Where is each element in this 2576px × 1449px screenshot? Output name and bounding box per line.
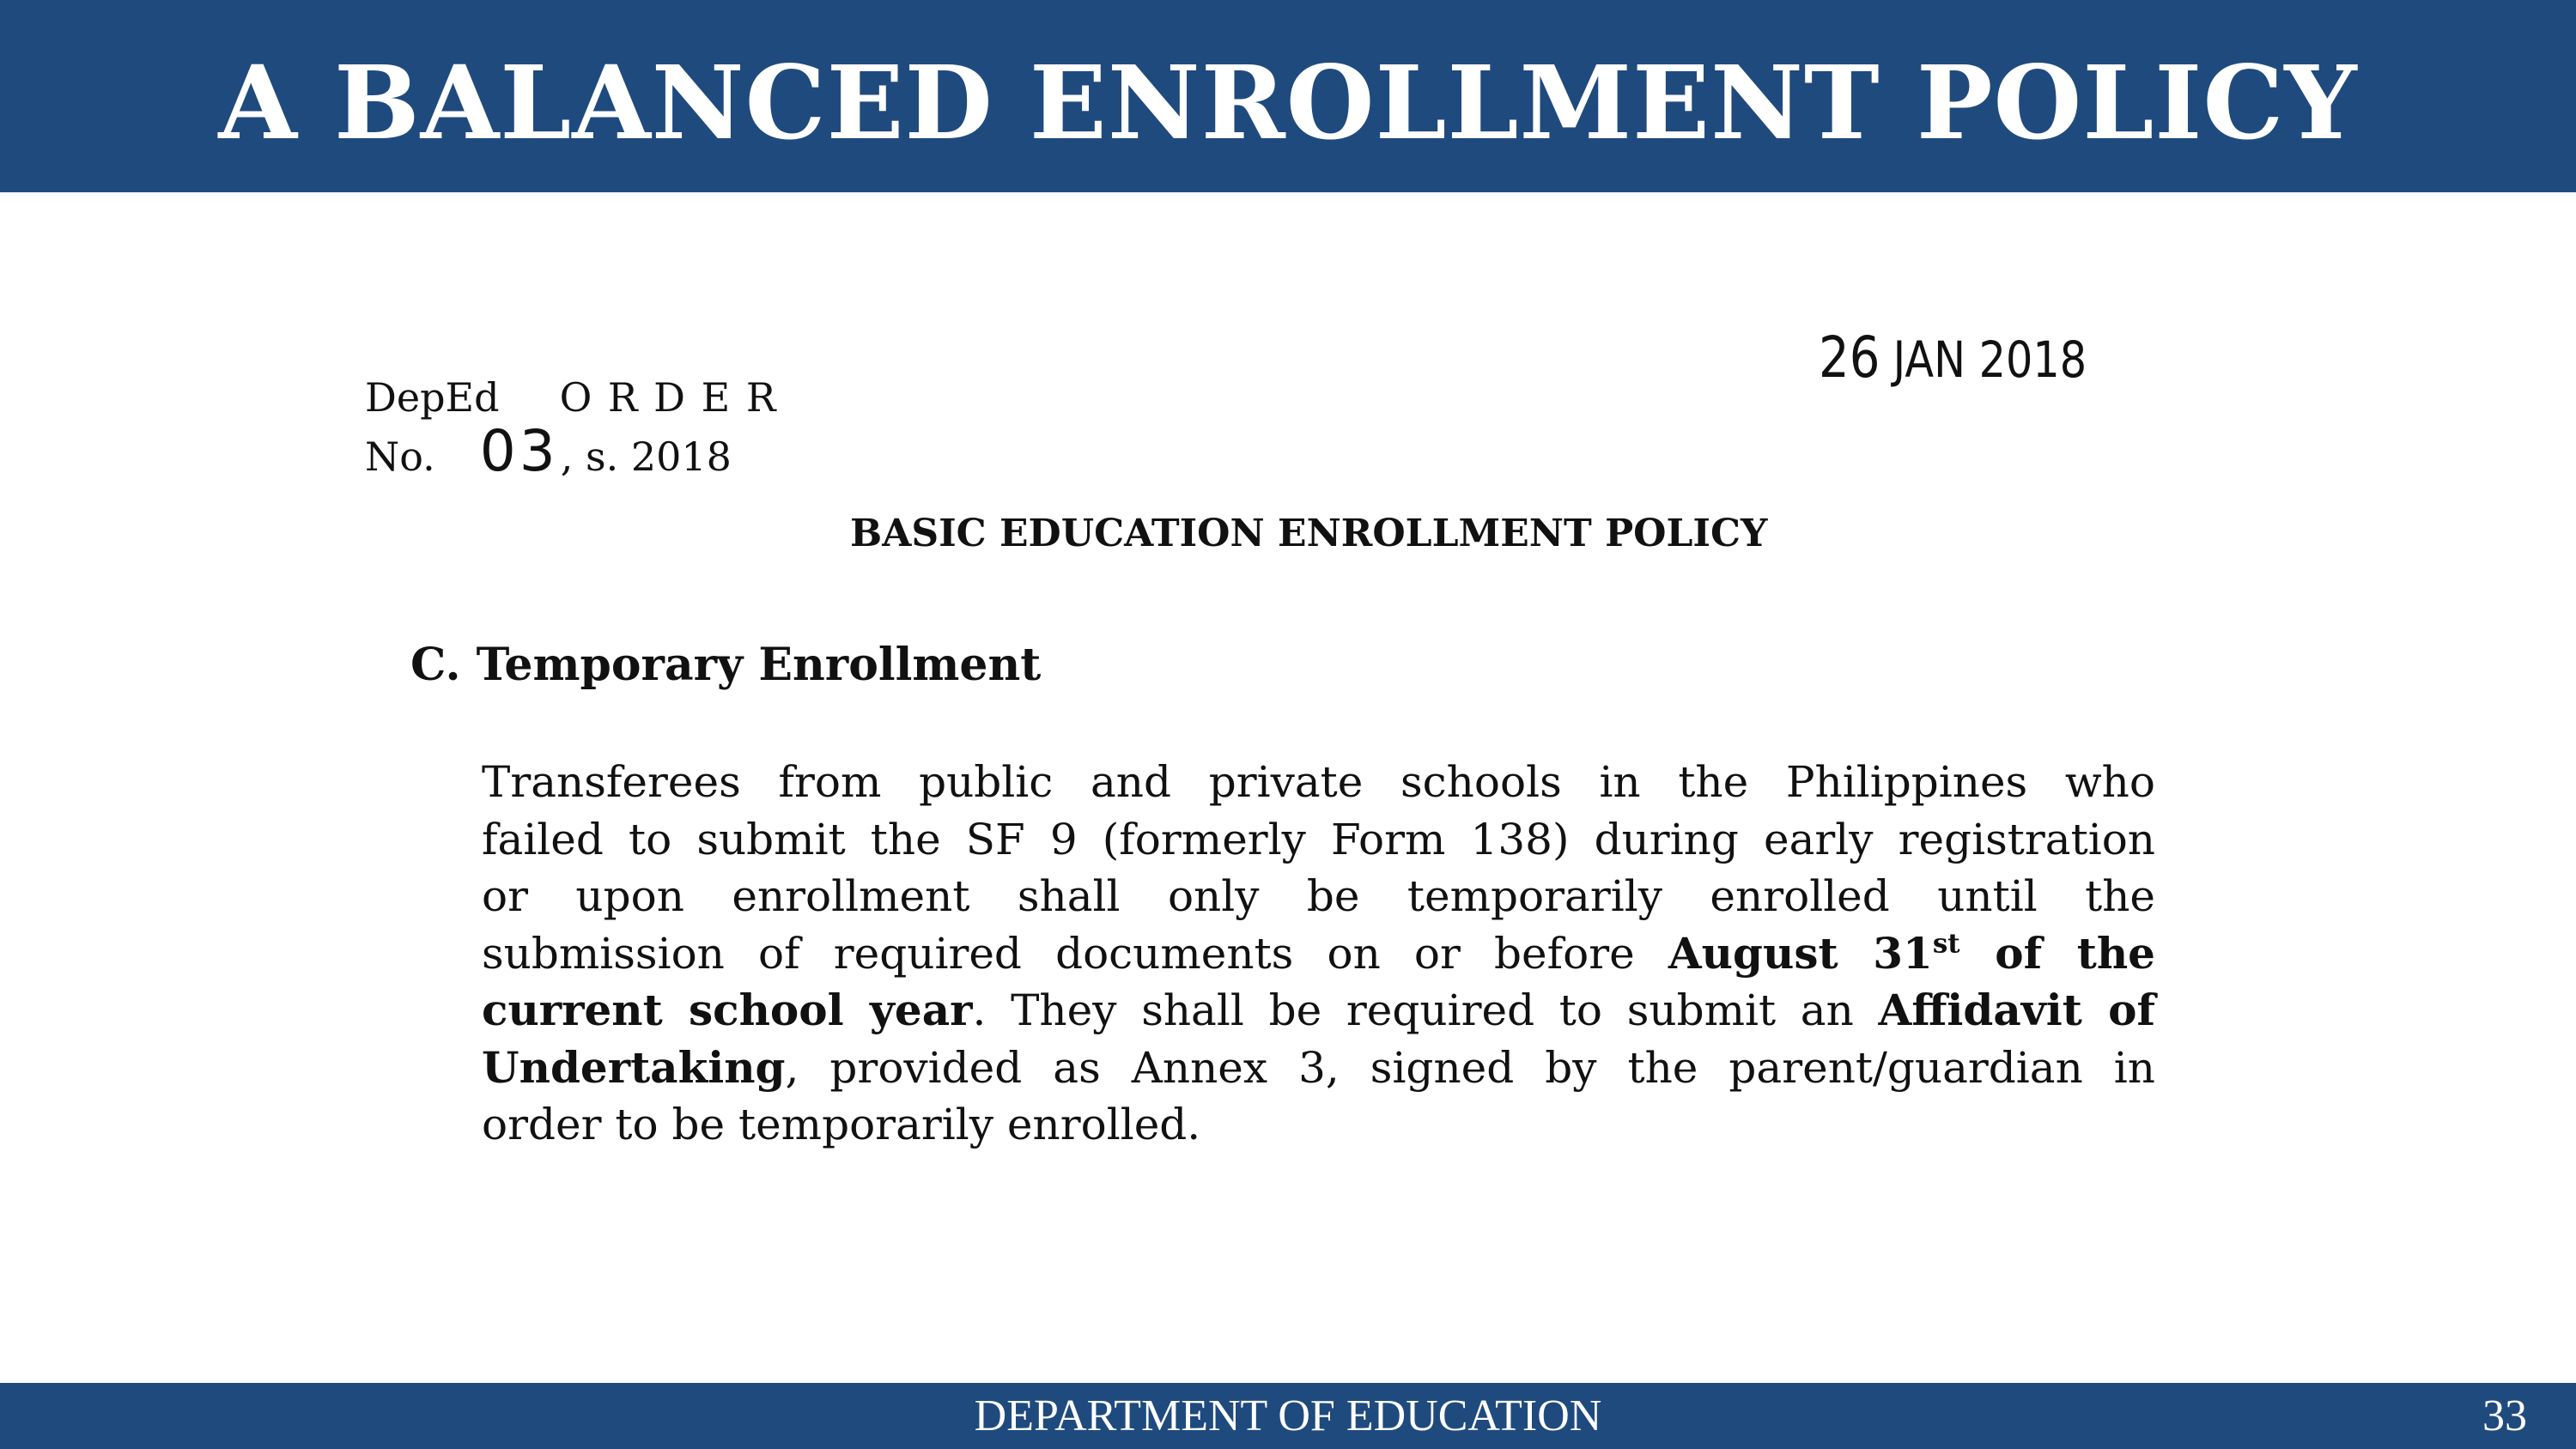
title-bar: [0, 0, 2576, 192]
order-series: , s. 2018: [560, 433, 732, 480]
date-stamp-day: 26: [1819, 324, 1880, 391]
order-agency: DepEd: [365, 374, 500, 421]
paragraph-bold-segment: Undertaking: [482, 1041, 786, 1093]
paragraph-text-segment: failed to submit the SF 9 (formerly Form 138) during early registration: [482, 814, 2155, 864]
section-heading: C. Temporary Enrollment: [410, 639, 1042, 691]
paragraph-line: [482, 754, 2155, 811]
date-stamp-month-year: JAN 2018: [1893, 330, 2087, 389]
footer-bar: [0, 1383, 2576, 1449]
paragraph-text-segment: or upon enrollment shall only be temporarily enrolled until the: [482, 871, 2155, 921]
paragraph-bold-segment: current school year: [482, 985, 973, 1035]
paragraph-line: [482, 868, 2155, 925]
footer-department: DEPARTMENT OF EDUCATION: [974, 1391, 1602, 1440]
order-number-line: [365, 418, 778, 487]
order-label-line: [365, 373, 778, 421]
document-title: BASIC EDUCATION ENROLLMENT POLICY: [850, 512, 1768, 555]
paragraph-line: [482, 982, 2155, 1040]
paragraph-bold-segment: of the: [1959, 927, 2155, 979]
section-paragraph: [482, 754, 2155, 1154]
order-word: O R D E R: [559, 374, 778, 421]
date-stamp: [1819, 324, 2087, 399]
paragraph-text-segment: submission of required documents on or before: [482, 928, 1668, 979]
paragraph-text-segment: order to be temporarily enrolled.: [482, 1100, 1201, 1149]
paragraph-line: [482, 1040, 2155, 1097]
paragraph-text-segment: Transferees from public and private schools in the Philippines who: [482, 757, 2155, 807]
paragraph-bold-segment: August 31: [1668, 927, 1933, 979]
page-number: 33: [2482, 1391, 2527, 1440]
paragraph-line: [482, 1096, 2155, 1154]
paragraph-text-segment: . They shall be required to submit an: [972, 985, 1879, 1035]
paragraph-line: [482, 925, 2155, 983]
order-number-label: No.: [365, 433, 435, 480]
superscript-ordinal: st: [1932, 927, 1960, 959]
order-header: [365, 373, 778, 487]
slide-title: A BALANCED ENROLLMENT POLICY: [218, 43, 2358, 162]
paragraph-text-segment: , provided as Annex 3, signed by the parent/guardian in: [785, 1042, 2155, 1093]
paragraph-bold-segment: Affidavit of: [1878, 985, 2155, 1035]
document-excerpt: [0, 192, 2576, 1383]
paragraph-line: [482, 811, 2155, 869]
order-number: 03: [479, 418, 559, 484]
